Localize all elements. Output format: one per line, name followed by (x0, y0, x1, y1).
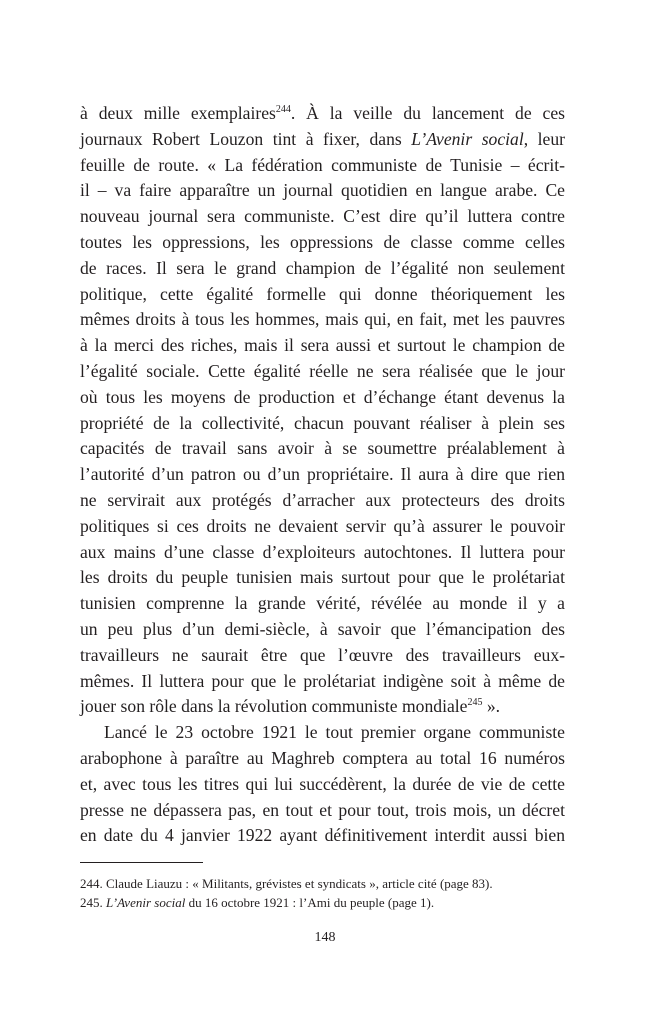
text-line-21: un peu plus d’un demi-siècle, à savoir que l’émancipation des (80, 618, 565, 639)
text-line-8: politique, cette égalité formelle qui donne théoriquement les (80, 283, 565, 304)
footnotes (80, 874, 565, 912)
text-line-5: nouveau journal sera communiste. C’est dire qu’il luttera contre (80, 206, 565, 227)
page-number: 148 (314, 930, 336, 945)
text-line-1: à deux mille exemplaires$^{244}$. À la veille du lancement de ces (80, 103, 566, 123)
text-line-3: feuille de route. « La fédération communiste de Tunisie – écrit- (80, 154, 565, 175)
footnote-244: 244. Claude Liauzu : « Militants, grévistes et syndicats », article cité (page 83). (80, 876, 493, 891)
text-line-20: tunisien comprenne la grande vérité, révélée au monde il y a (80, 593, 565, 614)
footnote-journal-title: L’Avenir social (106, 895, 186, 910)
text-line-28: presse ne dépassera pas, en tout et pour tout, trois mois, un décret (80, 799, 565, 820)
text-line-18: aux mains d’une classe d’exploiteurs autochtones. Il luttera pour (80, 541, 565, 562)
journal-title-italic: L’Avenir social (411, 128, 524, 149)
text-line-14: capacités de travail sans avoir à se soumettre préalablement à (80, 438, 565, 459)
text-line-25: Lancé le 23 octobre 1921 le tout premier organe communiste (104, 722, 565, 743)
text-line-17: politiques si ces droits ne devaient servir qu’à assurer le pouvoir (80, 515, 565, 536)
text-line-23: mêmes. Il luttera pour que le prolétariat indigène soit à même de (80, 670, 565, 691)
footnote-separator (80, 862, 203, 863)
text-line-26: arabophone à paraître au Maghreb comptera au total 16 numéros (80, 747, 565, 768)
text-line-4: il – va faire apparaître un journal quotidien en langue arabe. Ce (80, 180, 565, 201)
text-line-22: travailleurs ne saurait être que l’œuvre des travailleurs eux- (80, 644, 565, 665)
text-line-7: de races. Il sera le grand champion de l’égalité non seulement (80, 257, 565, 278)
text-line-15: l’autorité d’un patron ou d’un propriétaire. Il aura à dire que rien (80, 464, 565, 485)
text-line-9: mêmes droits à tous les hommes, mais qui, en fait, met les pauvres (80, 309, 565, 330)
footnote-ref-244: 244 (275, 104, 291, 115)
text-line-13: propriété de la collectivité, chacun pouvant réaliser à plein ses (80, 412, 565, 433)
text-line-10: à la merci des riches, mais il sera aussi et surtout le champion de (80, 335, 565, 356)
text-line-29: en date du 4 janvier 1922 ayant définitivement interdit aussi bien (80, 825, 565, 846)
main-text (80, 101, 565, 849)
text-line-6: toutes les oppressions, les oppressions de classe comme celles (80, 231, 565, 252)
text-line-2: journaux Robert Louzon tint à fixer, dans L’Avenir social, leur (80, 128, 565, 149)
text-line-11: l’égalité sociale. Cette égalité réelle ne sera réalisée que le jour (80, 360, 565, 381)
text-line-16: ne servirait aux protégés d’arracher aux protecteurs des droits (80, 489, 565, 510)
text-line-27: et, avec tous les titres qui lui succédèrent, la durée de vie de cette (80, 773, 565, 794)
footnote-ref-245: 245 (467, 697, 483, 709)
footnote-245: 245. L’Avenir social du 16 octobre 1921 : l’Ami du peuple (page 1). (80, 895, 435, 910)
text-line-19: les droits du peuple tunisien mais surtout pour que le prolétariat (80, 567, 565, 588)
text-line-12: où tous les moyens de production et d’échange étant devenus la (80, 386, 565, 407)
text-line-24: jouer son rôle dans la révolution communiste mondiale$^{245}$ ». (80, 696, 501, 717)
